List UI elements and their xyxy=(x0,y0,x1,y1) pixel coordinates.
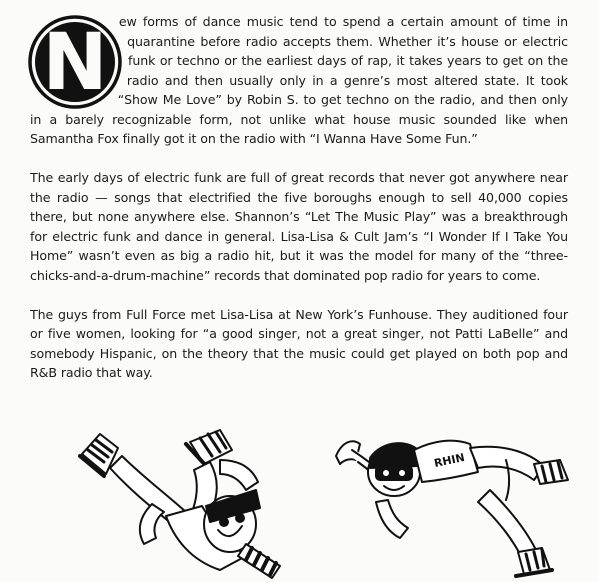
paragraph-3: The guys from Full Force met Lisa-Lisa at New York’s Funhouse. They auditioned four or five women, looking for “a good singer, not a great singer, not Patti LaBelle” and somebody Hispanic, on the theory that the music could get played on both pop and R&B radio that way. xyxy=(30,306,568,380)
breakdancer-spinning-icon xyxy=(70,420,300,582)
breakdancer-freeze-icon xyxy=(330,420,580,582)
article-body xyxy=(30,12,568,402)
hat-lettering: RHIN xyxy=(432,450,466,471)
paragraph-2: The early days of electric funk are full of great records that never got anywhere near the radio — songs that electrified the five boroughs enough to sell 40,000 copies there, but none anywhere else. Shannon’s “Let The Music Play” was a breakthrough for electric funk and dance in general. Lisa-Lisa & Cult Jam’s “I Wonder If I Take You Home” wasn’t even as big a radio hit, but it was the model for many of the “three-chicks-and-a-drum-machine” records that dominated pop radio for years to come. xyxy=(30,170,568,283)
dropcap-letter: N xyxy=(42,18,108,108)
paragraph-1: ew forms of dance music tend to spend a certain amount of time in quarantine before radio accepts them. Whether it’s house or electric funk or techno or the earliest days of rap, it takes years to get on the radio and then usually only in a genre’s most altered state. It took “Show Me Love” by Robin S. to get techno on the radio, and then only in a barely recognizable form, not unlike what house music sounded like when Samantha Fox finally got it on the radio with “I Wanna Have Some Fun.” xyxy=(30,14,568,146)
